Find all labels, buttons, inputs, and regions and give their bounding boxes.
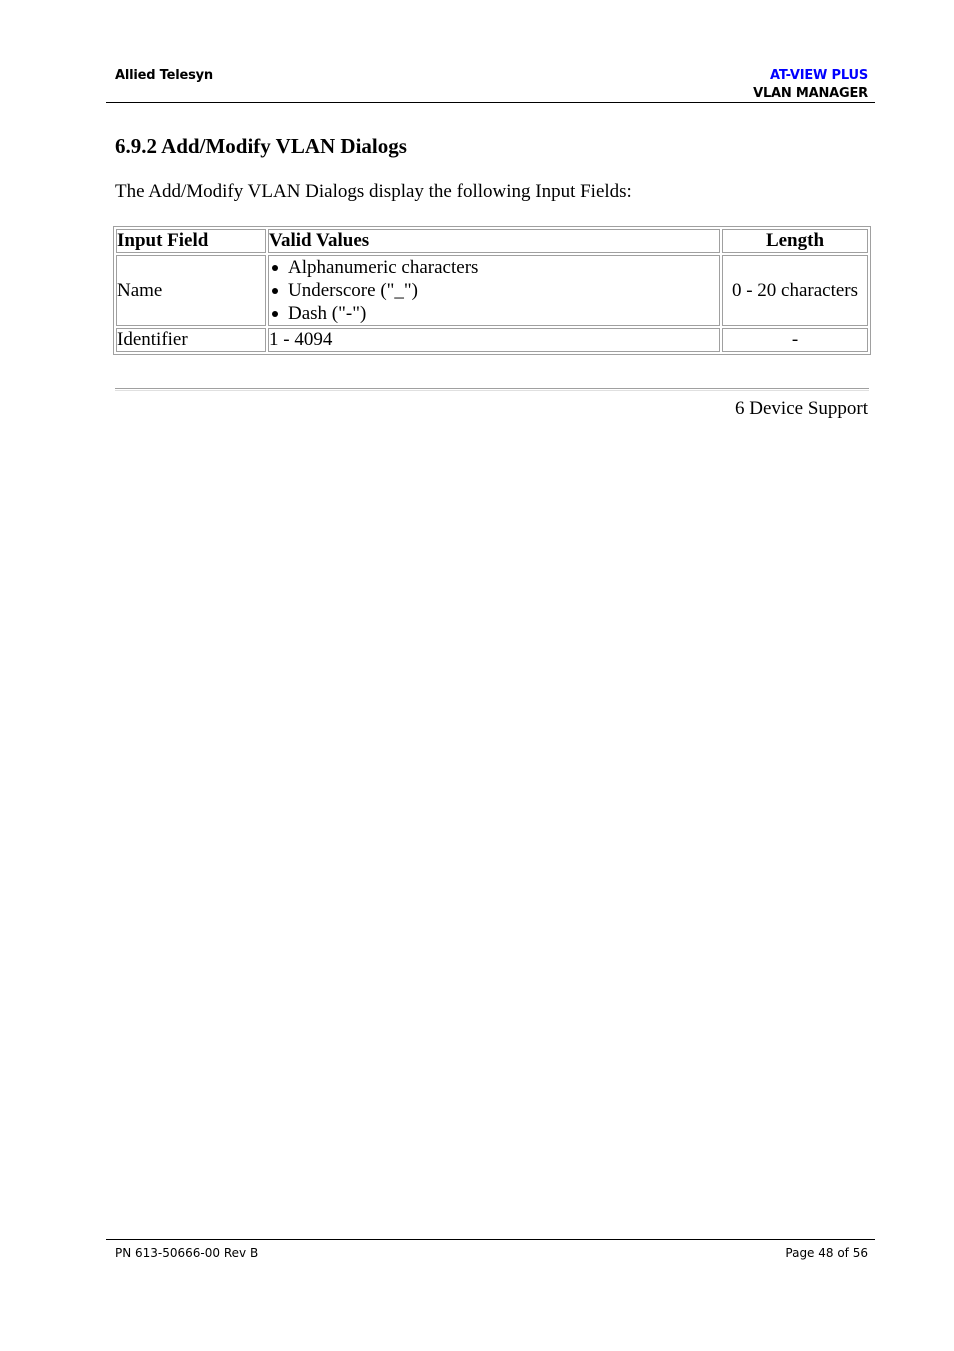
module-name: VLAN MANAGER — [753, 86, 868, 101]
section-divider — [115, 388, 869, 391]
cell-valid-values — [268, 255, 720, 326]
cell-length: 0 - 20 characters — [722, 255, 868, 326]
cell-field-name: Name — [116, 255, 266, 326]
list-item: Alphanumeric characters — [269, 256, 719, 279]
cell-valid-values: 1 - 4094 — [268, 328, 720, 352]
cell-length: - — [722, 328, 868, 352]
list-item: Underscore ("_") — [269, 279, 719, 302]
section-title: 6.9.2 Add/Modify VLAN Dialogs — [115, 134, 407, 158]
input-fields-table — [113, 226, 871, 355]
company-name: Allied Telesyn — [115, 68, 213, 83]
list-item: Dash ("-") — [269, 302, 719, 325]
cell-field-name: Identifier — [116, 328, 266, 352]
valid-values-list — [269, 256, 719, 325]
header-valid-values: Valid Values — [268, 229, 720, 253]
table-row — [116, 328, 868, 352]
table-header-row — [116, 229, 868, 253]
table-row — [116, 255, 868, 326]
device-support-link[interactable]: 6 Device Support — [735, 398, 868, 419]
header-input-field: Input Field — [116, 229, 266, 253]
page-number: Page 48 of 56 — [785, 1246, 868, 1260]
intro-paragraph: The Add/Modify VLAN Dialogs display the following Input Fields: — [115, 181, 632, 202]
header-length: Length — [722, 229, 868, 253]
page-header — [106, 66, 875, 103]
document-number: PN 613-50666-00 Rev B — [115, 1246, 259, 1260]
product-name: AT-VIEW PLUS — [770, 68, 868, 83]
page-footer — [106, 1239, 875, 1264]
